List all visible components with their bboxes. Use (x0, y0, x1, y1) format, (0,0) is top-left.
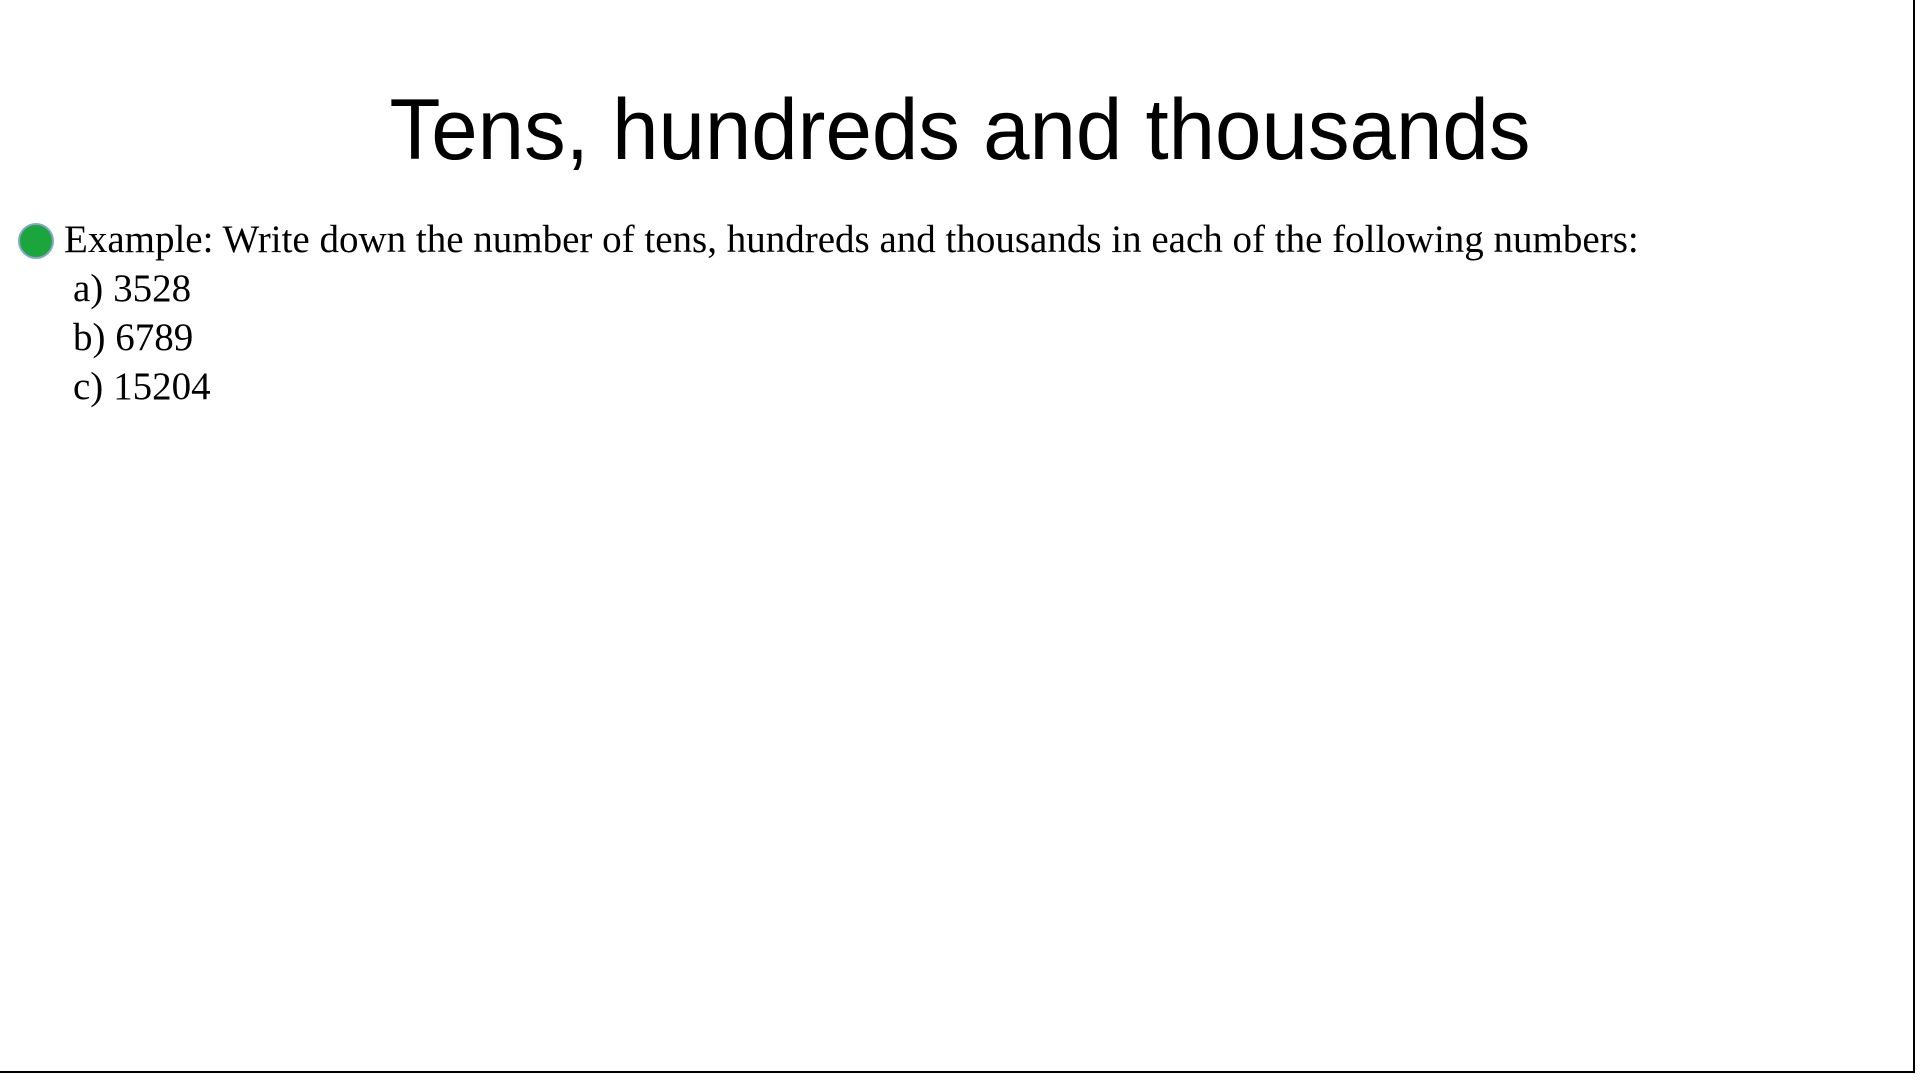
item-value: 15204 (113, 365, 211, 408)
item-label: a) (73, 267, 104, 310)
green-circle-bullet-icon (18, 223, 54, 259)
example-prompt: Example: Write down the number of tens, hundreds and thousands in each of the following numbers: (64, 218, 1639, 261)
list-item (64, 313, 1864, 362)
slide-right-edge (1913, 0, 1915, 1073)
list-item (64, 264, 1864, 313)
example-block (64, 215, 1864, 411)
item-label: c) (73, 365, 104, 408)
example-prompt-line (64, 215, 1864, 264)
item-label: b) (73, 316, 106, 359)
item-value: 6789 (115, 316, 194, 359)
slide-bottom-edge (0, 1071, 1915, 1073)
item-value: 3528 (113, 267, 192, 310)
list-item (64, 362, 1864, 411)
slide-title: Tens, hundreds and thousands (389, 82, 1531, 178)
